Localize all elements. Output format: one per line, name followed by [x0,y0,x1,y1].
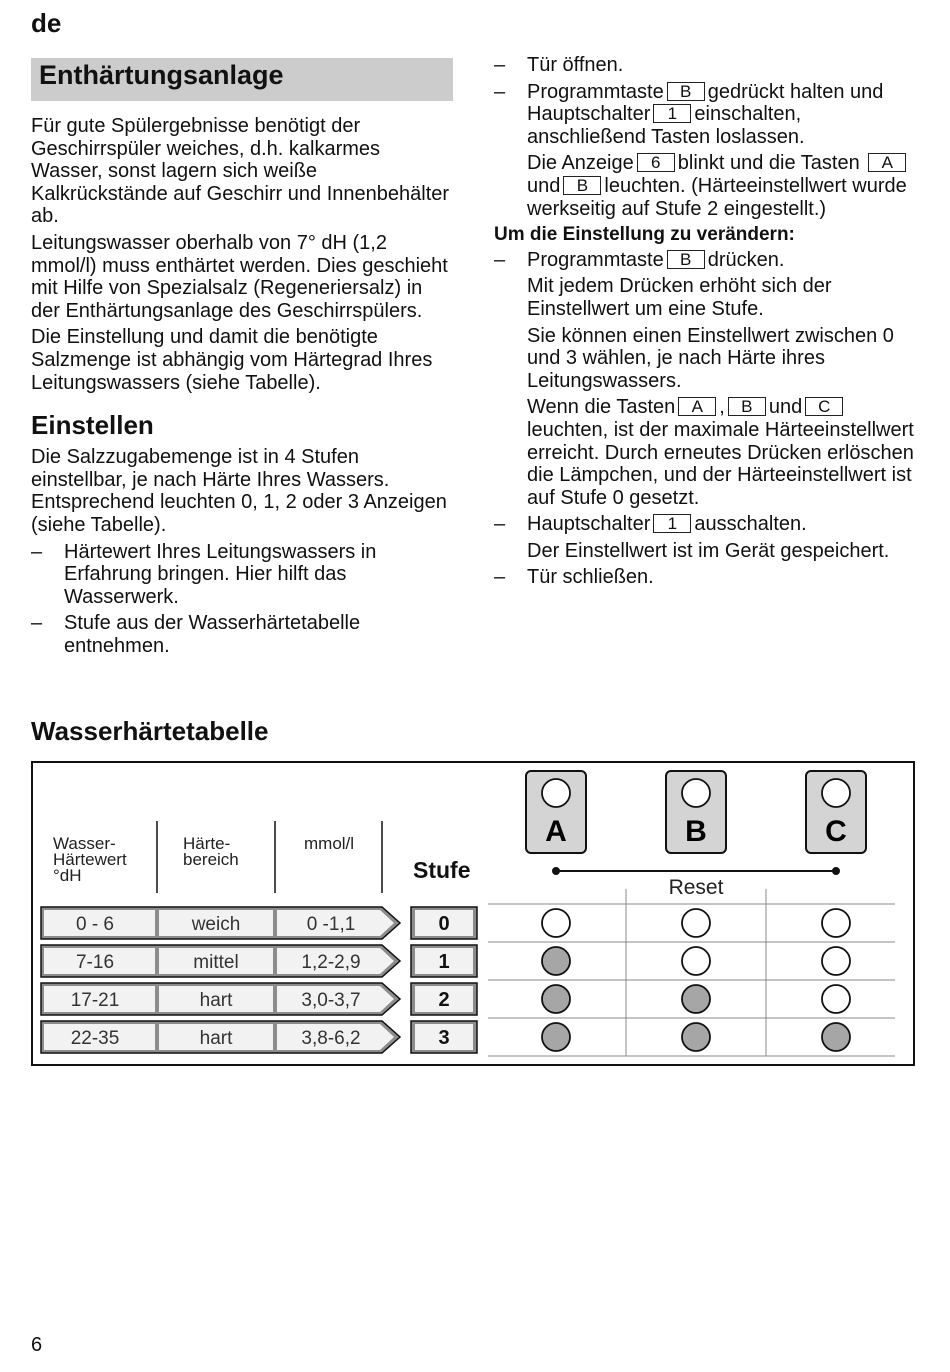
key-6: 6 [637,153,675,172]
list-item-text: Härtewert Ihres Leitungswassers in Erfahrung bringen. Hier hilft das Wasserwerk. [64,540,377,608]
key-b: B [667,82,705,101]
table-row [41,907,850,939]
list-item [31,612,456,657]
note [494,396,919,509]
list-item [494,54,919,77]
list-item [31,541,456,609]
table-title: Wasserhärtetabelle [31,716,269,746]
hardness-table-graphic [33,763,913,1064]
paragraph: Die Salzzugabemenge ist in 4 Stufen einstellbar, je nach Härte Ihres Wassers. Entsprechend leuchten 0, 1, 2 oder 3 Anzeigen (siehe Tabelle). [31,446,447,536]
cell-mmol: 0 -1,1 [306,914,356,935]
button-label: B [685,815,707,848]
list-item [494,249,919,272]
cell-bereich: hart [199,1028,233,1049]
button-c [806,771,866,853]
section-title: Enthärtungsanlage [31,58,453,101]
text: Hauptschalter [527,513,651,536]
text: Die Anzeige [527,152,634,175]
list-item [494,81,919,149]
col-header: Härte- [183,834,231,853]
list-item [494,566,919,589]
button-lamp [542,779,570,807]
lamp-on [822,1023,850,1051]
paragraph: Für gute Spülergebnisse benötigt der Geschirrspüler weiches, d.h. kalkarmes Wasser, sonst lagern sich weiße Kalkrückstände auf Geschirr und Innenbehälter ab. [31,115,450,228]
language-code: de [31,8,62,38]
key-a: A [868,153,906,172]
col-header: bereich [183,850,239,869]
bullet-dash: – [31,612,43,635]
note: Mit jedem Drücken erhöht sich der Einstellwert um eine Stufe. [527,275,832,320]
text: blinkt und die Tasten [677,152,860,175]
left-column [31,58,456,661]
bullet-dash: – [494,248,506,271]
col-header: mmol/l [304,834,355,853]
page-number: 6 [31,1334,43,1356]
lamp-on [682,1023,710,1051]
col-header: Härtewert [53,850,127,869]
paragraph: Leitungswasser oberhalb von 7° dH (1,2 mmol/l) muss enthärtet werden. Dies geschieht mit Hilfe von Spezialsalz (Regeneriersalz) in der Enthärtungsanlage des Geschirrspülers. [31,231,448,322]
text: leuchten, ist der maximale Härteeinstellwert erreicht. Durch erneutes Drücken erlöschen die Lämpchen, und der Härteeinstellwert ist auf Stufe 0 gesetzt. [527,418,914,509]
list-item-text: Stufe aus der Wasserhärtetabelle entnehmen. [64,612,361,657]
reset-line-end [552,867,560,875]
text: Programmtaste [527,80,664,103]
text: einschalten, anschließend Tasten loslassen. [527,103,805,148]
list-item-text: Tür schließen. [527,566,654,589]
note [494,152,919,220]
bullet-dash: – [31,540,43,563]
button-label: A [545,815,567,848]
bullet-dash: – [494,566,506,589]
cell-dh: 22-35 [70,1028,120,1049]
cell-mmol: 1,2-2,9 [301,952,361,973]
cell-mmol: 3,0-3,7 [301,990,361,1011]
cell-dh: 0 - 6 [75,914,115,935]
lamp-on [542,985,570,1013]
list-item [494,513,919,536]
text: und [768,396,803,419]
lamp-off [542,909,570,937]
button-lamp [822,779,850,807]
list-item-text: Tür öffnen. [527,54,624,76]
table-row [41,945,850,977]
change-heading: Um die Einstellung zu verändern: [494,224,795,246]
key-b: B [563,176,601,195]
lamp-off [822,909,850,937]
paragraph: Die Einstellung und damit die benötigte Salzmenge ist abhängig vom Härtegrad Ihres Leitungswassers (siehe Tabelle). [31,326,433,394]
lamp-on [542,947,570,975]
cell-dh: 17-21 [70,990,120,1011]
lamp-off [682,947,710,975]
lamp-off [822,985,850,1013]
col-header: °dH [53,866,82,885]
button-lamp [682,779,710,807]
bullet-dash: – [494,80,506,103]
table-row [41,983,850,1015]
col-header: Wasser- [53,834,116,853]
table-row [41,1021,850,1053]
text: drücken. [707,248,785,271]
reset-label: Reset [668,876,724,899]
lamp-on [542,1023,570,1051]
hardness-table [31,761,915,1066]
key-b: B [728,397,766,416]
cell-mmol: 3,8-6,2 [301,1028,361,1049]
button-label: C [825,815,847,848]
text: leuchten. (Härteeinstellwert wurde werkseitig auf Stufe 2 eingestellt.) [527,174,907,220]
text: ausschalten. [694,513,807,536]
subsection-title: Einstellen [31,410,154,441]
lamp-on [682,985,710,1013]
text: Programmtaste [527,248,664,271]
cell-bereich: weich [191,914,241,935]
bullet-dash: – [494,513,506,536]
button-a [526,771,586,853]
note: Sie können einen Einstellwert zwischen 0 und 3 wählen, je nach Härte ihres Leitungswassers. [527,324,894,392]
cell-stufe: 3 [438,1027,450,1049]
cell-stufe: 1 [438,951,450,973]
lamp-off [682,909,710,937]
text: , [719,396,725,419]
bullet-dash: – [494,54,506,76]
reset-line-end [832,867,840,875]
cell-stufe: 2 [438,989,450,1011]
key-1: 1 [653,514,691,533]
text: gedrückt halten und Hauptschalter [527,80,884,126]
button-b [666,771,726,853]
cell-dh: 7-16 [75,952,115,973]
note: Der Einstellwert ist im Gerät gespeichert. [527,539,890,562]
cell-bereich: mittel [193,952,239,973]
key-1: 1 [653,104,691,123]
cell-stufe: 0 [438,913,450,935]
text: Wenn die Tasten [527,396,676,419]
cell-bereich: hart [199,990,233,1011]
key-a: A [678,397,716,416]
key-b: B [667,250,705,269]
key-c: C [805,397,843,416]
stufe-label: Stufe [413,857,471,883]
text: und [527,174,561,197]
lamp-off [822,947,850,975]
right-column [494,54,919,593]
